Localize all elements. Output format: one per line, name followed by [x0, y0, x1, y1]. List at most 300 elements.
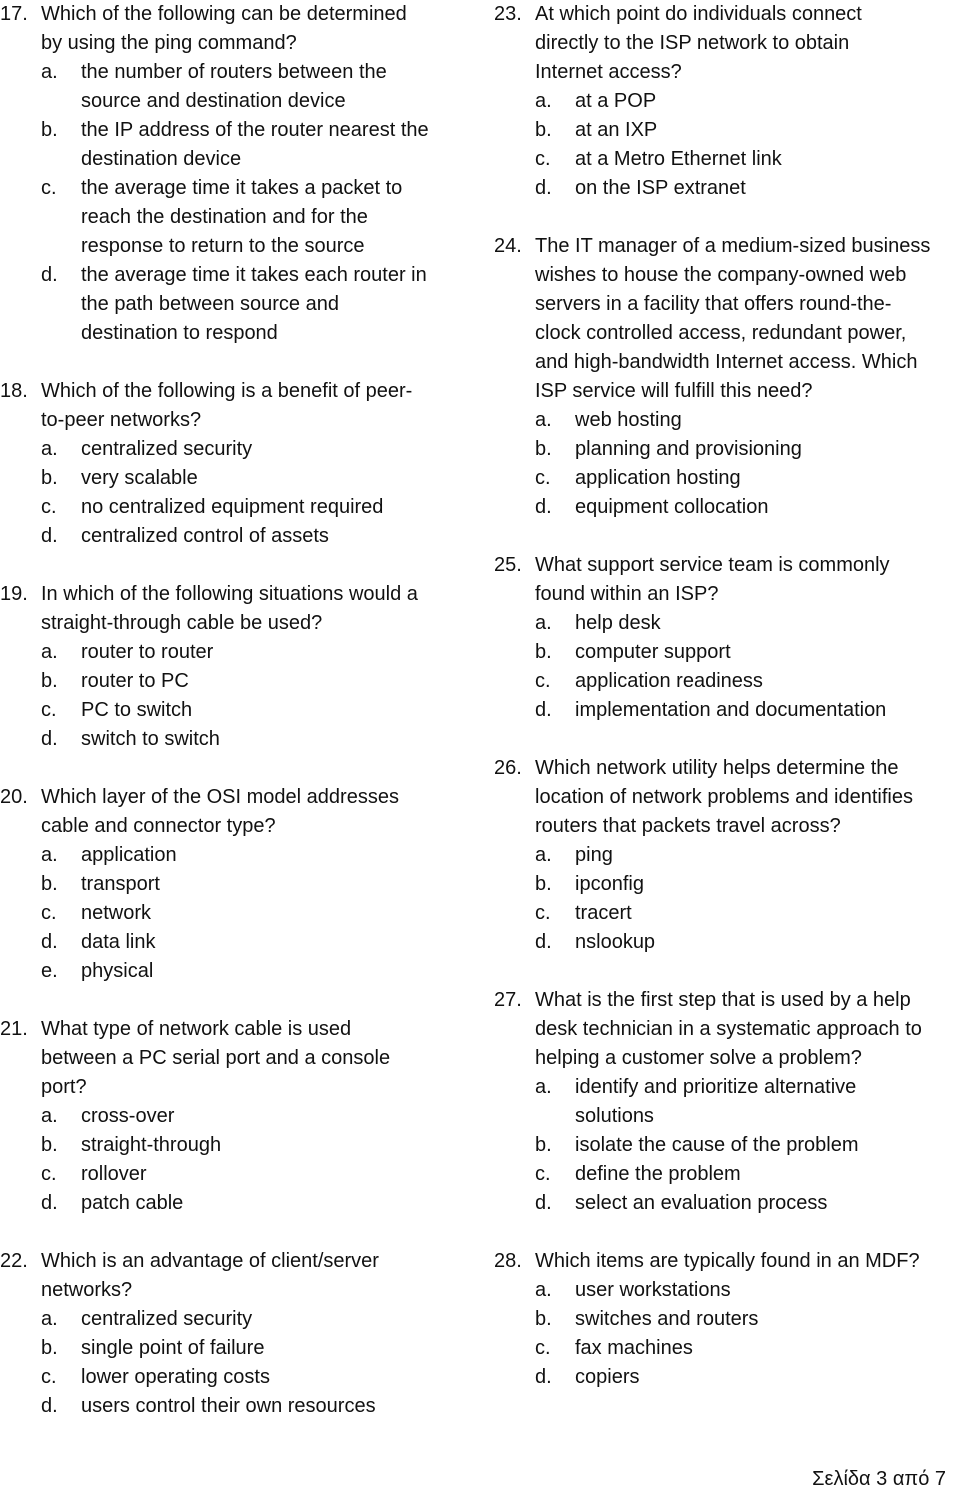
- option-letter: [41, 203, 81, 232]
- option-letter: a.: [535, 90, 552, 112]
- question-number: 18.: [0, 380, 28, 402]
- option-text: the average time it takes a packet to: [81, 177, 403, 199]
- option-letter: a.: [535, 1279, 552, 1301]
- answer-option: [0, 522, 470, 551]
- option-letter: c.: [535, 148, 551, 170]
- option-indent: [494, 1363, 535, 1392]
- question-stem-line: [494, 377, 960, 406]
- question-stem-line: [494, 580, 960, 609]
- option-text: at a POP: [575, 90, 657, 112]
- answer-option: [494, 1131, 960, 1160]
- question-stem-line: [0, 1247, 470, 1276]
- option-indent: [0, 841, 41, 870]
- question-stem-line: [494, 348, 960, 377]
- answer-option: [494, 1305, 960, 1334]
- option-indent: [494, 1131, 535, 1160]
- question-text: In which of the following situations would a: [41, 583, 418, 605]
- answer-option: [0, 1392, 470, 1421]
- option-letter: c.: [41, 902, 57, 924]
- question-number: [494, 1044, 535, 1073]
- question-stem-line: [494, 0, 960, 29]
- option-indent: [0, 1392, 41, 1421]
- option-indent: [0, 870, 41, 899]
- option-indent: [0, 87, 41, 116]
- question-text: Internet access?: [535, 61, 682, 83]
- option-letter: b.: [41, 467, 58, 489]
- option-letter: c.: [41, 699, 57, 721]
- answer-option: [494, 116, 960, 145]
- question-number: [0, 1044, 41, 1073]
- option-text: router to router: [81, 641, 214, 663]
- question-23: [494, 0, 960, 203]
- question-text: directly to the ISP network to obtain: [535, 32, 850, 54]
- question-number: 17.: [0, 3, 28, 25]
- option-letter: b.: [535, 438, 552, 460]
- question-stem-line: [0, 377, 470, 406]
- option-text: equipment collocation: [575, 496, 769, 518]
- question-text: location of network problems and identifies: [535, 786, 913, 808]
- option-indent: [0, 261, 41, 290]
- answer-option: [0, 725, 470, 754]
- question-text: Which is an advantage of client/server: [41, 1250, 379, 1272]
- question-stem-line: [0, 609, 470, 638]
- right-column: [494, 0, 960, 1421]
- option-indent: [494, 638, 535, 667]
- option-text: solutions: [575, 1105, 654, 1127]
- option-letter: b.: [535, 641, 552, 663]
- option-indent: [0, 667, 41, 696]
- question-number: [0, 812, 41, 841]
- option-letter: c.: [41, 496, 57, 518]
- option-letter: [41, 87, 81, 116]
- question-stem-line: [0, 580, 470, 609]
- question-stem-line: [0, 29, 470, 58]
- option-letter: a.: [41, 844, 58, 866]
- answer-option: [0, 899, 470, 928]
- question-number: 21.: [0, 1018, 28, 1040]
- question-number: [0, 29, 41, 58]
- option-indent: [0, 522, 41, 551]
- question-text: Which of the following can be determined: [41, 3, 407, 25]
- option-text: router to PC: [81, 670, 189, 692]
- option-text: identify and prioritize alternative: [575, 1076, 857, 1098]
- option-letter: b.: [41, 119, 58, 141]
- option-text: no centralized equipment required: [81, 496, 384, 518]
- option-letter: [41, 319, 81, 348]
- option-text: centralized security: [81, 438, 253, 460]
- option-letter: d.: [535, 699, 552, 721]
- option-letter: c.: [535, 1163, 551, 1185]
- question-text: clock controlled access, redundant power,: [535, 322, 907, 344]
- option-text: planning and provisioning: [575, 438, 802, 460]
- answer-option: [0, 87, 470, 116]
- question-text: The IT manager of a medium-sized business: [535, 235, 931, 257]
- option-text: application readiness: [575, 670, 763, 692]
- question-text: routers that packets travel across?: [535, 815, 841, 837]
- question-number: [494, 580, 535, 609]
- answer-option: [0, 696, 470, 725]
- option-indent: [0, 725, 41, 754]
- option-text: help desk: [575, 612, 661, 634]
- option-text: single point of failure: [81, 1337, 265, 1359]
- option-letter: b.: [41, 873, 58, 895]
- option-letter: b.: [535, 873, 552, 895]
- question-number: 22.: [0, 1250, 28, 1272]
- question-number: [494, 783, 535, 812]
- option-indent: [0, 1189, 41, 1218]
- option-indent: [0, 1131, 41, 1160]
- answer-option: [0, 667, 470, 696]
- option-letter: a.: [535, 409, 552, 431]
- answer-option: [494, 870, 960, 899]
- answer-option: [494, 87, 960, 116]
- question-number: [494, 812, 535, 841]
- option-indent: [0, 232, 41, 261]
- option-indent: [0, 203, 41, 232]
- question-28: [494, 1247, 960, 1392]
- answer-option: [494, 638, 960, 667]
- answer-option: [0, 1189, 470, 1218]
- question-stem-line: [494, 812, 960, 841]
- option-text: switches and routers: [575, 1308, 759, 1330]
- option-letter: [535, 1102, 575, 1131]
- answer-option: [0, 145, 470, 174]
- option-letter: b.: [535, 1308, 552, 1330]
- option-text: nslookup: [575, 931, 656, 953]
- option-indent: [0, 638, 41, 667]
- option-indent: [0, 116, 41, 145]
- answer-option: [0, 1363, 470, 1392]
- option-indent: [494, 667, 535, 696]
- question-number: [0, 1276, 41, 1305]
- answer-option: [494, 1334, 960, 1363]
- option-indent: [494, 870, 535, 899]
- question-19: [0, 580, 470, 754]
- answer-option: [494, 493, 960, 522]
- option-text: network: [81, 902, 152, 924]
- option-letter: a.: [41, 1308, 58, 1330]
- option-letter: d.: [41, 264, 58, 286]
- option-indent: [0, 464, 41, 493]
- option-indent: [0, 1102, 41, 1131]
- option-text: tracert: [575, 902, 632, 924]
- option-text: at an IXP: [575, 119, 658, 141]
- answer-option: [0, 493, 470, 522]
- answer-option: [494, 841, 960, 870]
- option-indent: [0, 493, 41, 522]
- option-letter: a.: [41, 61, 58, 83]
- question-stem-line: [0, 1276, 470, 1305]
- answer-option: [0, 1160, 470, 1189]
- question-25: [494, 551, 960, 725]
- option-text: at a Metro Ethernet link: [575, 148, 782, 170]
- answer-option: [494, 1073, 960, 1102]
- answer-option: [0, 261, 470, 290]
- option-text: isolate the cause of the problem: [575, 1134, 859, 1156]
- question-stem-line: [0, 1073, 470, 1102]
- option-indent: [494, 928, 535, 957]
- option-text: application hosting: [575, 467, 741, 489]
- left-column: [0, 0, 470, 1450]
- option-text: on the ISP extranet: [575, 177, 746, 199]
- answer-option: [494, 435, 960, 464]
- option-text: transport: [81, 873, 160, 895]
- answer-option: [0, 174, 470, 203]
- question-stem-line: [494, 986, 960, 1015]
- question-20: [0, 783, 470, 986]
- option-letter: c.: [535, 467, 551, 489]
- option-text: centralized security: [81, 1308, 253, 1330]
- option-text: the IP address of the router nearest the: [81, 119, 429, 141]
- option-text: data link: [81, 931, 156, 953]
- option-text: define the problem: [575, 1163, 741, 1185]
- option-indent: [0, 319, 41, 348]
- option-text: reach the destination and for the: [81, 206, 368, 228]
- option-indent: [0, 1305, 41, 1334]
- answer-option: [0, 464, 470, 493]
- option-text: destination to respond: [81, 322, 278, 344]
- question-stem-line: [0, 812, 470, 841]
- option-indent: [0, 145, 41, 174]
- option-text: patch cable: [81, 1192, 184, 1214]
- page-number: Σελίδα 3 από 7: [812, 1468, 946, 1490]
- question-number: [494, 290, 535, 319]
- option-indent: [494, 493, 535, 522]
- option-letter: b.: [41, 670, 58, 692]
- option-letter: a.: [41, 641, 58, 663]
- question-number: [494, 29, 535, 58]
- question-number: [494, 348, 535, 377]
- answer-option: [494, 145, 960, 174]
- answer-option: [494, 174, 960, 203]
- answer-option: [494, 464, 960, 493]
- answer-option: [0, 319, 470, 348]
- option-text: lower operating costs: [81, 1366, 270, 1388]
- option-indent: [494, 1189, 535, 1218]
- question-number: [0, 1073, 41, 1102]
- option-indent: [494, 696, 535, 725]
- option-indent: [0, 290, 41, 319]
- question-stem-line: [494, 1015, 960, 1044]
- option-text: physical: [81, 960, 154, 982]
- option-letter: b.: [535, 119, 552, 141]
- option-letter: a.: [535, 612, 552, 634]
- question-text: by using the ping command?: [41, 32, 297, 54]
- option-indent: [0, 696, 41, 725]
- option-letter: [41, 290, 81, 319]
- question-text: At which point do individuals connect: [535, 3, 862, 25]
- answer-option: [494, 609, 960, 638]
- option-text: source and destination device: [81, 90, 346, 112]
- option-indent: [494, 899, 535, 928]
- answer-option: [0, 290, 470, 319]
- option-letter: [41, 145, 81, 174]
- question-text: ISP service will fulfill this need?: [535, 380, 813, 402]
- option-letter: c.: [535, 1337, 551, 1359]
- question-stem-line: [494, 1044, 960, 1073]
- option-text: application: [81, 844, 177, 866]
- option-letter: d.: [535, 177, 552, 199]
- question-text: What support service team is commonly: [535, 554, 890, 576]
- option-text: implementation and documentation: [575, 699, 887, 721]
- option-letter: a.: [41, 438, 58, 460]
- option-indent: [494, 435, 535, 464]
- question-text: networks?: [41, 1279, 133, 1301]
- question-stem-line: [494, 551, 960, 580]
- question-text: What is the first step that is used by a help: [535, 989, 911, 1011]
- question-number: 28.: [494, 1250, 522, 1272]
- question-stem-line: [494, 232, 960, 261]
- question-text: Which items are typically found in an MDF?: [535, 1250, 920, 1272]
- question-text: What type of network cable is used: [41, 1018, 352, 1040]
- question-stem-line: [0, 783, 470, 812]
- option-indent: [0, 1160, 41, 1189]
- question-number: 24.: [494, 235, 522, 257]
- question-stem-line: [494, 290, 960, 319]
- answer-option: [0, 232, 470, 261]
- option-text: switch to switch: [81, 728, 220, 750]
- option-text: ping: [575, 844, 613, 866]
- question-stem-line: [494, 1247, 960, 1276]
- option-letter: d.: [41, 1192, 58, 1214]
- answer-option: [494, 1276, 960, 1305]
- option-indent: [0, 957, 41, 986]
- answer-option: [0, 928, 470, 957]
- option-indent: [494, 841, 535, 870]
- option-text: web hosting: [575, 409, 682, 431]
- question-stem-line: [0, 0, 470, 29]
- option-indent: [494, 609, 535, 638]
- answer-option: [494, 899, 960, 928]
- option-letter: d.: [41, 728, 58, 750]
- question-number: [494, 377, 535, 406]
- option-letter: c.: [41, 1366, 57, 1388]
- option-indent: [494, 1305, 535, 1334]
- option-letter: d.: [41, 931, 58, 953]
- option-text: straight-through: [81, 1134, 222, 1156]
- question-26: [494, 754, 960, 957]
- question-stem-line: [0, 1044, 470, 1073]
- option-indent: [494, 174, 535, 203]
- question-text: port?: [41, 1076, 87, 1098]
- question-number: [0, 406, 41, 435]
- option-letter: d.: [535, 1192, 552, 1214]
- question-number: 23.: [494, 3, 522, 25]
- option-text: user workstations: [575, 1279, 731, 1301]
- answer-option: [0, 870, 470, 899]
- option-letter: c.: [41, 1163, 57, 1185]
- option-indent: [494, 145, 535, 174]
- option-text: cross-over: [81, 1105, 175, 1127]
- answer-option: [0, 1102, 470, 1131]
- option-indent: [0, 58, 41, 87]
- answer-option: [494, 1102, 960, 1131]
- question-number: 26.: [494, 757, 522, 779]
- option-indent: [494, 464, 535, 493]
- option-text: very scalable: [81, 467, 198, 489]
- option-indent: [0, 899, 41, 928]
- option-letter: b.: [535, 1134, 552, 1156]
- question-stem-line: [494, 783, 960, 812]
- question-text: to-peer networks?: [41, 409, 202, 431]
- option-letter: c.: [535, 670, 551, 692]
- answer-option: [0, 58, 470, 87]
- question-number: 19.: [0, 583, 28, 605]
- option-text: rollover: [81, 1163, 147, 1185]
- question-stem-line: [0, 1015, 470, 1044]
- question-stem-line: [494, 754, 960, 783]
- option-letter: a.: [535, 1076, 552, 1098]
- answer-option: [494, 1363, 960, 1392]
- question-21: [0, 1015, 470, 1218]
- question-text: found within an ISP?: [535, 583, 719, 605]
- answer-option: [0, 638, 470, 667]
- question-text: helping a customer solve a problem?: [535, 1047, 862, 1069]
- option-letter: [41, 232, 81, 261]
- option-indent: [494, 1276, 535, 1305]
- option-text: the number of routers between the: [81, 61, 387, 83]
- question-24: [494, 232, 960, 522]
- question-stem-line: [494, 58, 960, 87]
- option-letter: a.: [535, 844, 552, 866]
- option-indent: [494, 116, 535, 145]
- question-stem-line: [0, 406, 470, 435]
- option-letter: d.: [41, 525, 58, 547]
- question-text: Which layer of the OSI model addresses: [41, 786, 399, 808]
- question-number: [0, 609, 41, 638]
- question-stem-line: [494, 261, 960, 290]
- answer-option: [0, 957, 470, 986]
- option-text: copiers: [575, 1366, 640, 1388]
- option-letter: d.: [535, 1366, 552, 1388]
- question-18: [0, 377, 470, 551]
- answer-option: [0, 841, 470, 870]
- answer-option: [0, 116, 470, 145]
- answer-option: [494, 1160, 960, 1189]
- option-indent: [494, 1073, 535, 1102]
- option-text: PC to switch: [81, 699, 193, 721]
- option-text: response to return to the source: [81, 235, 365, 257]
- question-text: desk technician in a systematic approach to: [535, 1018, 922, 1040]
- option-indent: [494, 1160, 535, 1189]
- question-number: [494, 261, 535, 290]
- option-indent: [0, 174, 41, 203]
- question-22: [0, 1247, 470, 1421]
- question-text: straight-through cable be used?: [41, 612, 323, 634]
- option-indent: [0, 928, 41, 957]
- answer-option: [494, 928, 960, 957]
- option-letter: c.: [41, 177, 57, 199]
- option-text: centralized control of assets: [81, 525, 329, 547]
- option-text: destination device: [81, 148, 242, 170]
- question-number: [494, 58, 535, 87]
- option-indent: [494, 406, 535, 435]
- answer-option: [0, 203, 470, 232]
- question-text: and high-bandwidth Internet access. Which: [535, 351, 918, 373]
- question-number: [494, 319, 535, 348]
- option-indent: [0, 1363, 41, 1392]
- question-text: Which of the following is a benefit of peer-: [41, 380, 413, 402]
- option-text: the average time it takes each router in: [81, 264, 427, 286]
- question-text: Which network utility helps determine the: [535, 757, 899, 779]
- option-letter: e.: [41, 960, 58, 982]
- question-17: [0, 0, 470, 348]
- option-letter: b.: [41, 1134, 58, 1156]
- question-27: [494, 986, 960, 1218]
- answer-option: [0, 435, 470, 464]
- question-text: servers in a facility that offers round-the-: [535, 293, 892, 315]
- question-number: [494, 1015, 535, 1044]
